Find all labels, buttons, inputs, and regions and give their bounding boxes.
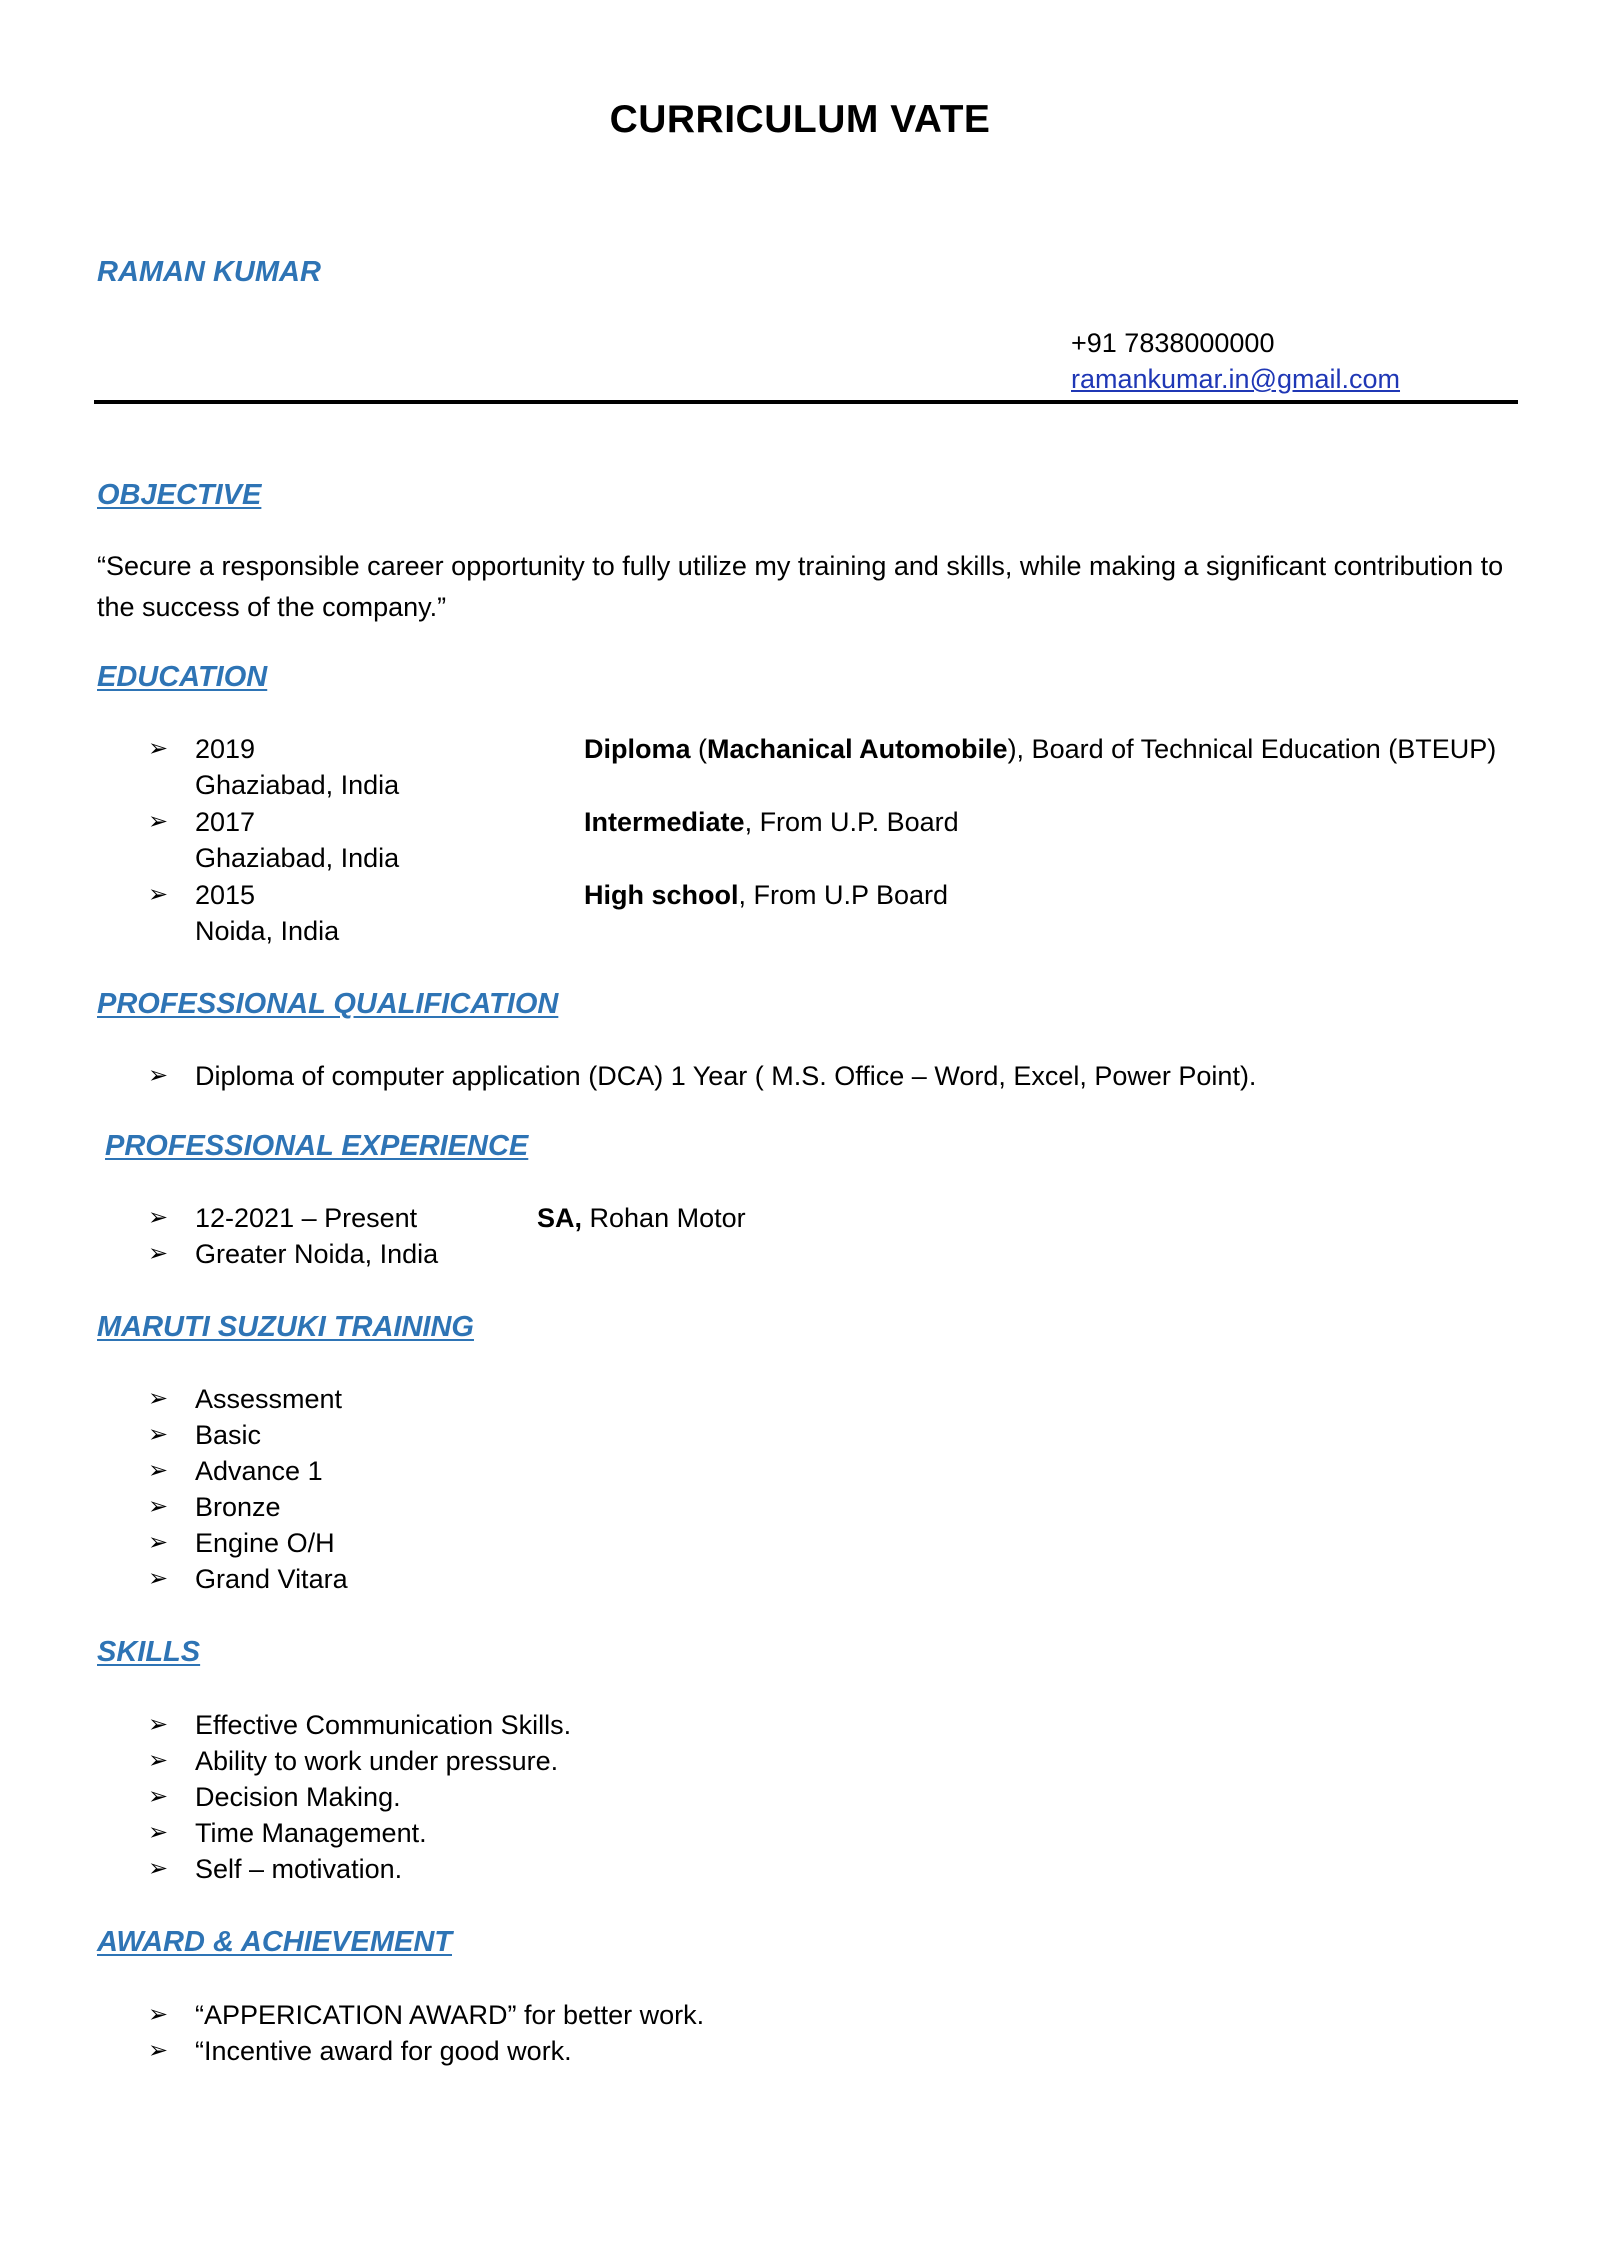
- education-place: Noida, India: [195, 916, 340, 946]
- education-qualification: Diploma: [584, 734, 691, 764]
- skills-heading: SKILLS: [97, 1636, 201, 1668]
- list-item: Time Management.: [195, 1818, 427, 1848]
- experience-location: Greater Noida, India: [195, 1239, 439, 1269]
- education-board: , From U.P Board: [738, 880, 949, 910]
- experience-company: Rohan Motor: [582, 1203, 746, 1233]
- arrow-bullet-icon: ➢: [148, 1421, 169, 1448]
- arrow-bullet-icon: ➢: [148, 808, 169, 835]
- list-item: “Incentive award for good work.: [195, 2036, 572, 2066]
- arrow-bullet-icon: ➢: [148, 1783, 169, 1810]
- education-board: ), Board of Technical Education (BTEUP): [1007, 734, 1497, 764]
- objective-heading: OBJECTIVE: [97, 479, 262, 511]
- arrow-bullet-icon: ➢: [148, 881, 169, 908]
- arrow-bullet-icon: ➢: [148, 1711, 169, 1738]
- header-divider: [94, 400, 1518, 404]
- objective-text: “Secure a responsible career opportunity to fully utilize my training and skills, while making a significant contribution to the success of the company.”: [97, 551, 1504, 622]
- education-detail: [584, 804, 959, 840]
- experience-role: SA,: [537, 1203, 583, 1233]
- qualification-text: Diploma of computer application (DCA) 1 Year ( M.S. Office – Word, Excel, Power Point).: [195, 1061, 1257, 1091]
- list-item: Bronze: [195, 1492, 281, 1522]
- list-item: Advance 1: [195, 1456, 323, 1486]
- arrow-bullet-icon: ➢: [148, 1819, 169, 1846]
- arrow-bullet-icon: ➢: [148, 1493, 169, 1520]
- education-year: 2019: [195, 734, 256, 764]
- education-detail: [584, 877, 948, 913]
- professional-qualification-heading: PROFESSIONAL QUALIFICATION: [97, 988, 559, 1020]
- document-title: CURRICULUM VATE: [609, 98, 991, 141]
- arrow-bullet-icon: ➢: [148, 1529, 169, 1556]
- education-heading: EDUCATION: [97, 661, 268, 693]
- arrow-bullet-icon: ➢: [148, 1062, 169, 1089]
- list-item: Engine O/H: [195, 1528, 335, 1558]
- education-place: Ghaziabad, India: [195, 843, 400, 873]
- list-item: Decision Making.: [195, 1782, 401, 1812]
- education-qualification: Intermediate: [584, 807, 745, 837]
- arrow-bullet-icon: ➢: [148, 1240, 169, 1267]
- arrow-bullet-icon: ➢: [148, 1565, 169, 1592]
- training-heading: MARUTI SUZUKI TRAINING: [97, 1311, 474, 1343]
- arrow-bullet-icon: ➢: [148, 1747, 169, 1774]
- list-item: Effective Communication Skills.: [195, 1710, 572, 1740]
- experience-role-company: [537, 1200, 746, 1236]
- list-item: Ability to work under pressure.: [195, 1746, 559, 1776]
- candidate-name: RAMAN KUMAR: [97, 256, 321, 288]
- list-item: Basic: [195, 1420, 262, 1450]
- education-place: Ghaziabad, India: [195, 770, 400, 800]
- list-item: Grand Vitara: [195, 1564, 348, 1594]
- professional-experience-heading: PROFESSIONAL EXPERIENCE: [105, 1130, 529, 1162]
- awards-heading: AWARD & ACHIEVEMENT: [97, 1926, 452, 1958]
- arrow-bullet-icon: ➢: [148, 1457, 169, 1484]
- education-year: 2015: [195, 880, 256, 910]
- education-year: 2017: [195, 807, 256, 837]
- arrow-bullet-icon: ➢: [148, 1204, 169, 1231]
- arrow-bullet-icon: ➢: [148, 2037, 169, 2064]
- education-specialization: Machanical Automobile: [707, 734, 1008, 764]
- education-board: , From U.P. Board: [744, 807, 959, 837]
- education-detail: [584, 731, 1496, 767]
- arrow-bullet-icon: ➢: [148, 2001, 169, 2028]
- arrow-bullet-icon: ➢: [148, 1855, 169, 1882]
- phone-number: +91 7838000000: [1071, 328, 1275, 358]
- email-link[interactable]: ramankumar.in@gmail.com: [1071, 364, 1401, 394]
- list-item: Assessment: [195, 1384, 343, 1414]
- list-item: “APPERICATION AWARD” for better work.: [195, 2000, 705, 2030]
- experience-period: 12-2021 – Present: [195, 1203, 418, 1233]
- list-item: Self – motivation.: [195, 1854, 403, 1884]
- education-paren: (: [690, 734, 708, 764]
- arrow-bullet-icon: ➢: [148, 735, 169, 762]
- arrow-bullet-icon: ➢: [148, 1385, 169, 1412]
- education-qualification: High school: [584, 880, 739, 910]
